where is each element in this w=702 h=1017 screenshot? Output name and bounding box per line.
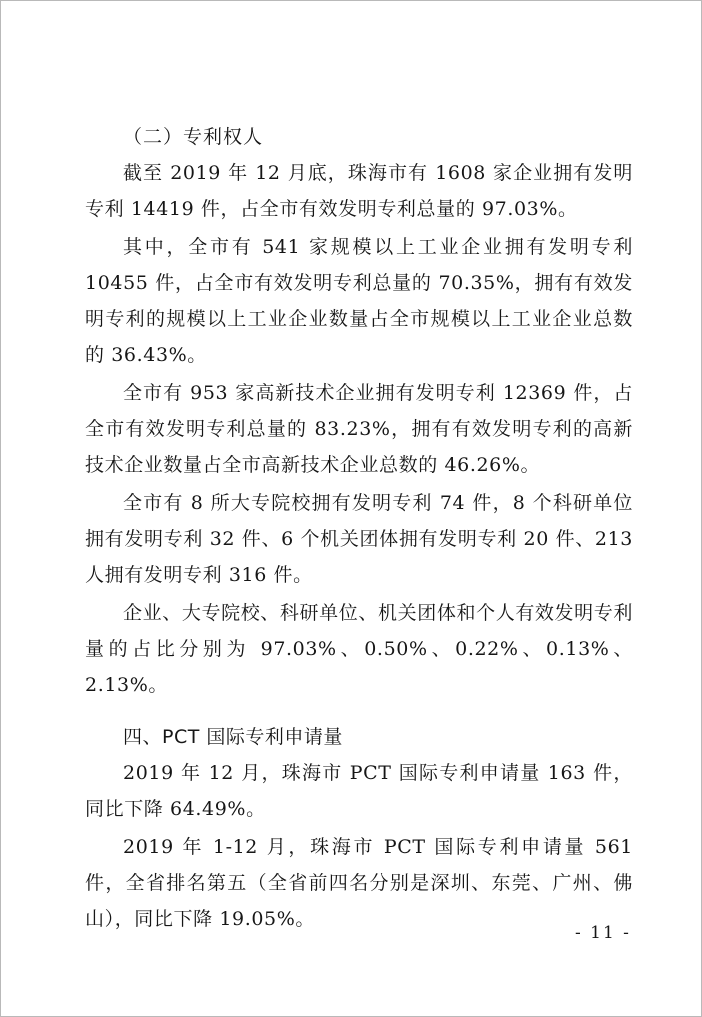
page-content [85,119,633,939]
paragraph-industrial-enterprises: 其中，全市有 541 家规模以上工业企业拥有发明专利 10455 件，占全市有效发明专利总量的 70.35%，拥有有效发明专利的规模以上工业企业数量占全市规模以上工业企业总数的 36.43%。 [85,236,633,366]
paragraph-high-tech-enterprises: 全市有 953 家高新技术企业拥有发明专利 12369 件，占全市有效发明专利总量的 83.23%，拥有有效发明专利的高新技术企业数量占全市高新技术企业总数的 46.26%。 [85,382,633,476]
page-number: - 11 - [575,923,631,943]
section-heading-pct: 四、PCT 国际专利申请量 [123,726,343,748]
paragraph-pct-full-year: 2019 年 1-12 月，珠海市 PCT 国际专利申请量 561 件，全省排名第五（全省前四名分别是深圳、东莞、广州、佛山），同比下降 19.05%。 [85,836,633,930]
paragraph-pct-december: 2019 年 12 月，珠海市 PCT 国际专利申请量 163 件，同比下降 64.49%。 [85,762,633,820]
paragraph-share-breakdown: 企业、大专院校、科研单位、机关团体和个人有效发明专利量的占比分别为 97.03%、0.50%、0.22%、0.13%、2.13%。 [85,602,633,696]
paragraph-colleges-institutes: 全市有 8 所大专院校拥有发明专利 74 件，8 个科研单位拥有发明专利 32 件、6 个机关团体拥有发明专利 20 件、213 人拥有发明专利 316 件。 [85,492,633,586]
paragraph-enterprises-total: 截至 2019 年 12 月底，珠海市有 1608 家企业拥有发明专利 14419 件，占全市有效发明专利总量的 97.03%。 [85,162,633,220]
subheading-patentees: （二）专利权人 [123,126,264,148]
